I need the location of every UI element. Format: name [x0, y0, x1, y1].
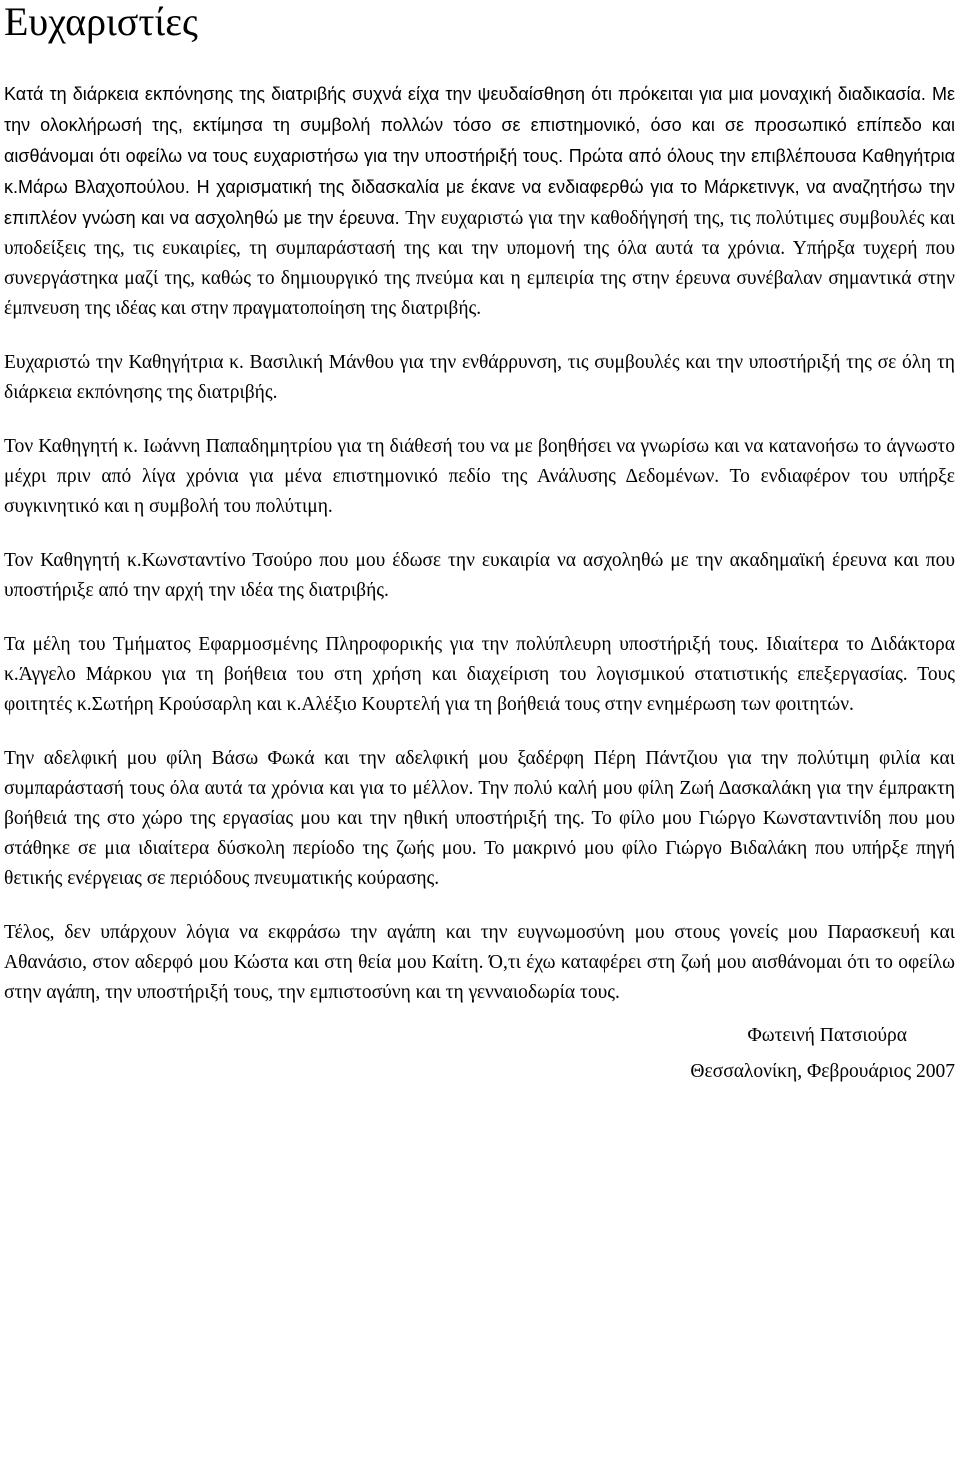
paragraph-friends	[4, 744, 955, 894]
paragraph-segment: Τέλος, δεν υπάρχουν λόγια να εκφράσω την αγάπη και την ευγνωμοσύνη μου στους γονείς μου Παρασκευή και Αθανάσιο, στον αδερφό μου Κώστα και στη θεία μου Καίτη. Ό,τι έχω καταφέρει στη ζωή μου αισθάνομαι ότι το οφείλω στην αγάπη, την υποστήριξή τους, την εμπιστοσύνη και τη γενναιοδωρία τους.	[4, 922, 955, 1003]
paragraph-manthou	[4, 348, 955, 408]
paragraph-segment: Κατά τη διάρκεια εκπόνησης της διατριβής συχνά είχα την ψευδαίσθηση ότι πρόκειται για μια μοναχική διαδικασία. Με την ολοκλήρωσή της, εκτίμησα τη συμβολή πολλών τόσο σε επιστημονικό, όσο και σε προσωπικό επίπεδο και αισθάνομαι ότι οφείλω να τους ευχαριστήσω για την υποστήριξή τους.	[4, 84, 955, 166]
paragraph-segment: Την αδελφική μου φίλη Βάσω Φωκά και την αδελφική μου ξαδέρφη Πέρη Πάντζιου για την πολύτιμη φιλία και συμπαράστασή τους όλα αυτά τα χρόνια και για το μέλλον. Την πολύ καλή μου φίλη Ζωή Δασκαλάκη για την έμπρακτη βοήθειά της στο χώρο της εργασίας μου και την ηθική υποστήριξή της. Το φίλο μου Γιώργο Κωνσταντινίδη που μου στάθηκε σε μια ιδιαίτερα δύσκολη περίοδο της ζωής μου. Το μακρινό μου φίλο Γιώργο Βιδαλάκη που υπήρξε πηγή θετικής ενέργειας σε περιόδους πνευματικής κούρασης.	[4, 748, 955, 889]
paragraph-department	[4, 630, 955, 720]
paragraph-tsouros	[4, 546, 955, 606]
paragraph-supervisor	[4, 79, 955, 324]
signature-name: Φωτεινή Πατσιούρα	[747, 1025, 907, 1046]
paragraph-segment: Την ευχαριστώ για την καθοδήγησή της, τις πολύτιμες συμβουλές και υποδείξεις της, τις ευκαιρίες, τη συμπαράστασή της και την υπομονή της όλα αυτά τα χρόνια. Υπήρξα τυχερή που συνεργάστηκα μαζί της, καθώς το δημιουργικό της πνεύμα και η εμπειρία της στην έρευνα συνέβαλαν σημαντικά στην έμπνευση της ιδέας και στην πραγματοποίηση της διατριβής.	[4, 208, 955, 319]
paragraph-segment: Τον Καθηγητή κ.Κωνσταντίνο Τσούρο που μου έδωσε την ευκαιρία να ασχοληθώ με την ακαδημαϊκή έρευνα και που υποστήριξε από την αρχή την ιδέα της διατριβής.	[4, 550, 955, 601]
paragraph-segment: Πρώτα από όλους την επιβλέπουσα Καθηγήτρια κ.Μάρω Βλαχοπούλου.	[4, 146, 955, 197]
paragraph-segment: Ευχαριστώ την Καθηγήτρια κ. Βασιλική Μάνθου για την ενθάρρυνση, τις συμβουλές και την υποστήριξή της σε όλη τη διάρκεια εκπόνησης της διατριβής.	[4, 352, 955, 403]
paragraph-segment: Τα μέλη του Τμήματος Εφαρμοσμένης Πληροφορικής για την πολύπλευρη υποστήριξή τους. Ιδιαίτερα το Διδάκτορα κ.Άγγελο Μάρκου για τη βοήθεια του στη χρήση και διαχείριση του λογισμικού στατιστικής επεξεργασίας. Τους φοιτητές κ.Σωτήρη Κρούσαρλη και κ.Αλέξιο Κουρτελή για τη βοήθειά τους στην ενημέρωση των φοιτητών.	[4, 634, 955, 715]
paragraph-family	[4, 918, 955, 1008]
paragraph-segment: Τον Καθηγητή κ. Ιωάννη Παπαδημητρίου για τη διάθεσή του να με βοηθήσει να γνωρίσω και να κατανοήσω το άγνωστο μέχρι πριν από λίγα χρόνια για μένα επιστημονικό πεδίο της Ανάλυσης Δεδομένων. Το ενδιαφέρον του υπήρξε συγκινητικό και η συμβολή του πολύτιμη.	[4, 436, 955, 517]
paragraph-papadimitriou	[4, 432, 955, 522]
signature-place-date: Θεσσαλονίκη, Φεβρουάριος 2007	[690, 1061, 955, 1082]
signature-block	[4, 1018, 955, 1090]
page-title: Ευχαριστίες	[4, 0, 198, 44]
paragraph-segment: Η χαρισματική της διδασκαλία με έκανε να ενδιαφερθώ για το Μάρκετινγκ, να αναζητήσω την επιπλέον γνώση και να ασχοληθώ με την έρευνα.	[4, 177, 955, 228]
